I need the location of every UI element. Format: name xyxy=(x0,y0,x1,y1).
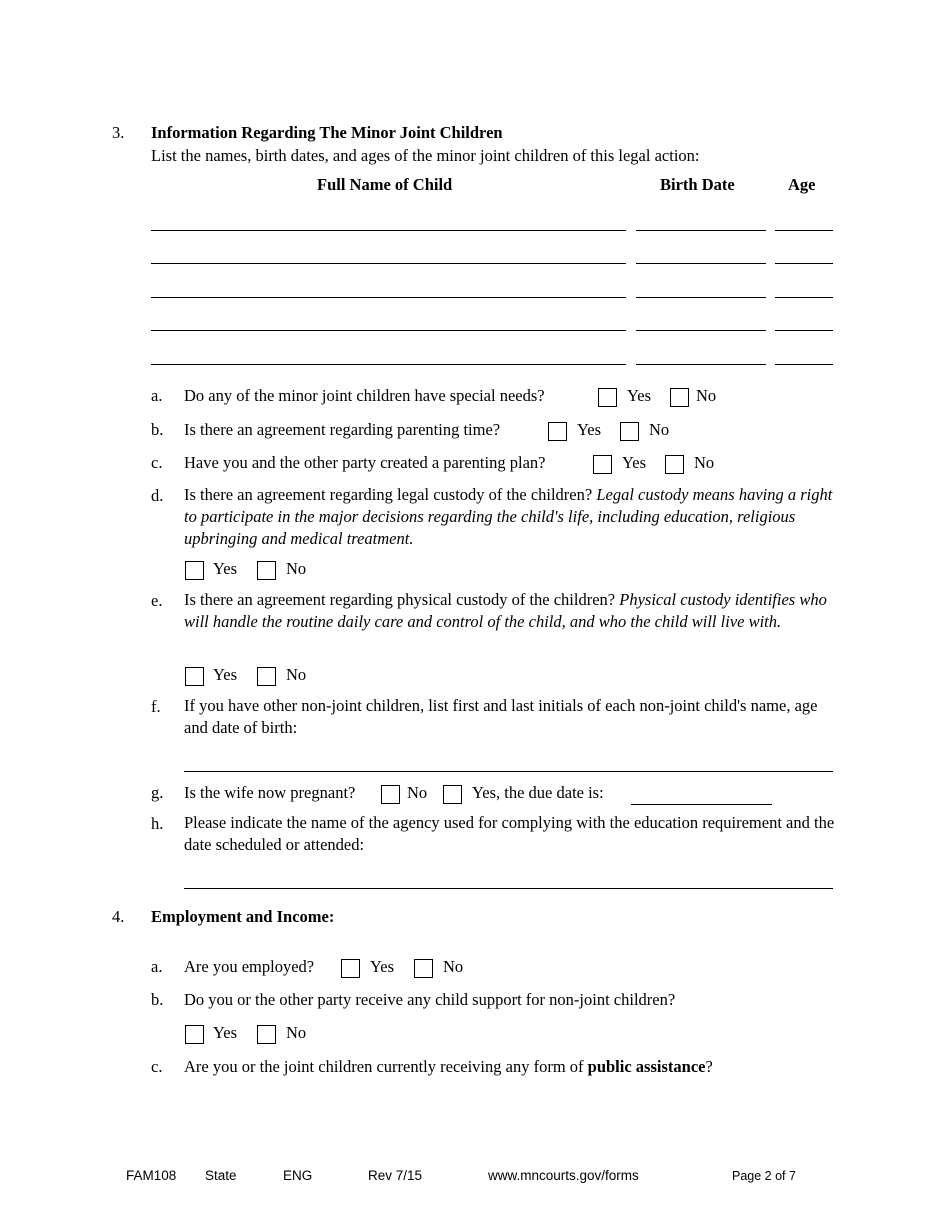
pregnant-no-checkbox[interactable] xyxy=(381,785,400,804)
item-4a-question: Are you employed? xyxy=(184,957,315,976)
child-5-birth-date-field[interactable] xyxy=(636,364,766,365)
item-3f-question: If you have other non-joint children, list first and last initials of each non-joint child's name, age and date of birth: xyxy=(184,696,818,737)
item-3g-letter: g. xyxy=(151,783,164,802)
education-agency-field[interactable] xyxy=(184,888,833,889)
child-support-yes-checkbox[interactable] xyxy=(185,1025,204,1044)
item-3d-text xyxy=(184,484,840,550)
special-needs-no-checkbox[interactable] xyxy=(670,388,689,407)
footer-page-number: Page 2 of 7 xyxy=(732,1169,796,1183)
child-support-no-label: No xyxy=(286,1023,307,1042)
parenting-time-yes-label: Yes xyxy=(577,420,602,439)
column-header-birth-date: Birth Date xyxy=(660,175,735,194)
section-3-number: 3. xyxy=(112,123,125,142)
section-3-intro: List the names, birth dates, and ages of the minor joint children of this legal action: xyxy=(151,146,700,165)
footer-state: State xyxy=(205,1168,237,1183)
parenting-plan-no-checkbox[interactable] xyxy=(665,455,684,474)
child-3-name-field[interactable] xyxy=(151,297,626,298)
item-3d-question: Is there an agreement regarding legal custody of the children? xyxy=(184,485,593,504)
item-3e-letter: e. xyxy=(151,591,163,610)
item-3h-question: Please indicate the name of the agency used for complying with the education requirement and the date scheduled or attended: xyxy=(184,813,835,854)
parenting-time-yes-checkbox[interactable] xyxy=(548,422,567,441)
child-1-birth-date-field[interactable] xyxy=(636,230,766,231)
column-header-age: Age xyxy=(788,175,816,194)
item-4b-question: Do you or the other party receive any child support for non-joint children? xyxy=(184,990,676,1009)
physical-custody-yes-label: Yes xyxy=(213,665,238,684)
special-needs-yes-label: Yes xyxy=(627,386,652,405)
section-3-title: Information Regarding The Minor Joint Children xyxy=(151,123,503,142)
due-date-field[interactable] xyxy=(631,804,772,805)
child-2-birth-date-field[interactable] xyxy=(636,263,766,264)
item-3e-question: Is there an agreement regarding physical custody of the children? xyxy=(184,590,616,609)
pregnant-yes-label: Yes, the due date is: xyxy=(472,783,604,802)
item-3d-note: Legal custody means having a right to participate in the major decisions regarding the child's life, including education, religious upbringing and medical treatment. xyxy=(184,485,833,548)
item-4c-question-post: ? xyxy=(705,1057,713,1076)
child-4-name-field[interactable] xyxy=(151,330,626,331)
parenting-plan-yes-checkbox[interactable] xyxy=(593,455,612,474)
footer-form-number: FAM108 xyxy=(126,1168,177,1183)
child-support-no-checkbox[interactable] xyxy=(257,1025,276,1044)
section-4-number: 4. xyxy=(112,907,125,926)
section-4-title: Employment and Income: xyxy=(151,907,335,926)
parenting-time-no-label: No xyxy=(649,420,670,439)
non-joint-children-field[interactable] xyxy=(184,771,833,772)
pregnant-no-label: No xyxy=(407,783,428,802)
item-4c-question-pre: Are you or the joint children currently receiving any form of xyxy=(184,1057,584,1076)
item-3b-letter: b. xyxy=(151,420,164,439)
item-3c-letter: c. xyxy=(151,453,163,472)
item-4c-letter: c. xyxy=(151,1057,163,1076)
employed-no-label: No xyxy=(443,957,464,976)
physical-custody-no-label: No xyxy=(286,665,307,684)
item-3g-question: Is the wife now pregnant? xyxy=(184,783,356,802)
item-3a-letter: a. xyxy=(151,386,163,405)
parenting-plan-yes-label: Yes xyxy=(622,453,647,472)
child-2-name-field[interactable] xyxy=(151,263,626,264)
employed-yes-label: Yes xyxy=(370,957,395,976)
item-4c-question xyxy=(184,1057,713,1077)
child-1-age-field[interactable] xyxy=(775,230,833,231)
item-3f-letter: f. xyxy=(151,697,161,716)
employed-yes-checkbox[interactable] xyxy=(341,959,360,978)
item-3a-question: Do any of the minor joint children have special needs? xyxy=(184,386,545,405)
child-support-yes-label: Yes xyxy=(213,1023,238,1042)
child-5-name-field[interactable] xyxy=(151,364,626,365)
footer-revision: Rev 7/15 xyxy=(368,1168,423,1183)
parenting-plan-no-label: No xyxy=(694,453,715,472)
item-4b-letter: b. xyxy=(151,990,164,1009)
legal-custody-no-label: No xyxy=(286,559,307,578)
physical-custody-no-checkbox[interactable] xyxy=(257,667,276,686)
parenting-time-no-checkbox[interactable] xyxy=(620,422,639,441)
item-3c-question: Have you and the other party created a parenting plan? xyxy=(184,453,546,472)
child-2-age-field[interactable] xyxy=(775,263,833,264)
item-4c-question-bold: public assistance xyxy=(587,1057,706,1076)
legal-custody-no-checkbox[interactable] xyxy=(257,561,276,580)
employed-no-checkbox[interactable] xyxy=(414,959,433,978)
item-3e-note: Physical custody identifies who will handle the routine daily care and control of the child, and who the child will live with. xyxy=(184,590,827,631)
physical-custody-yes-checkbox[interactable] xyxy=(185,667,204,686)
item-3b-question: Is there an agreement regarding parenting time? xyxy=(184,420,501,439)
special-needs-no-label: No xyxy=(696,386,717,405)
child-3-birth-date-field[interactable] xyxy=(636,297,766,298)
column-header-full-name: Full Name of Child xyxy=(317,175,453,194)
pregnant-yes-checkbox[interactable] xyxy=(443,785,462,804)
item-4a-letter: a. xyxy=(151,957,163,976)
item-3d-letter: d. xyxy=(151,486,164,505)
child-4-birth-date-field[interactable] xyxy=(636,330,766,331)
item-3e-text xyxy=(184,589,840,633)
child-5-age-field[interactable] xyxy=(775,364,833,365)
child-1-name-field[interactable] xyxy=(151,230,626,231)
footer-url: www.mncourts.gov/forms xyxy=(488,1168,639,1183)
legal-custody-yes-checkbox[interactable] xyxy=(185,561,204,580)
child-3-age-field[interactable] xyxy=(775,297,833,298)
item-3h-letter: h. xyxy=(151,814,164,833)
child-4-age-field[interactable] xyxy=(775,330,833,331)
special-needs-yes-checkbox[interactable] xyxy=(598,388,617,407)
footer-language: ENG xyxy=(283,1168,313,1183)
legal-custody-yes-label: Yes xyxy=(213,559,238,578)
